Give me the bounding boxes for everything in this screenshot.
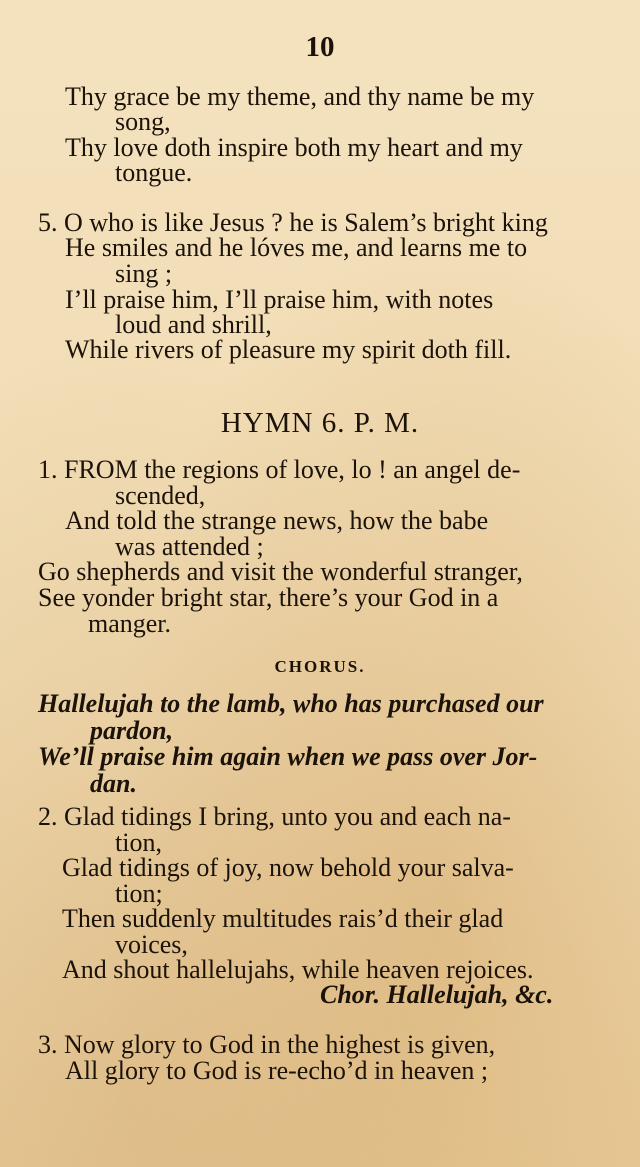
verse-line: Go shepherds and visit the wonderful stranger, (38, 557, 523, 586)
verse-line: Then suddenly multitudes rais’d their glad (62, 904, 504, 933)
chorus-line: We’ll praise him again when we pass over Jor- (38, 742, 538, 771)
verse-line: tion; (115, 879, 163, 908)
verse-line: manger. (88, 609, 172, 638)
page-number: 10 (305, 31, 335, 63)
chorus-heading: CHORUS. (274, 657, 366, 676)
verse-line: He smiles and he lóves me, and learns me to (65, 233, 528, 262)
verse-line: song, (115, 107, 171, 136)
verse-line: And shout hallelujahs, while heaven rejoices. (62, 955, 534, 984)
verse-line: voices, (115, 930, 188, 959)
verse-line: Thy love doth inspire both my heart and my (65, 133, 523, 162)
verse-line: sing ; (115, 259, 173, 288)
verse-line: All glory to God is re-echo’d in heaven ; (65, 1056, 489, 1085)
verse-line: loud and shrill, (115, 310, 272, 339)
verse-line: While rivers of pleasure my spirit doth fill. (65, 335, 512, 364)
chorus-line: Hallelujah to the lamb, who has purchased our (38, 689, 544, 718)
verse-line: See yonder bright star, there’s your God in a (38, 583, 499, 612)
verse-line: 5. O who is like Jesus ? he is Salem’s bright king (38, 208, 548, 237)
chorus-line: pardon, (90, 716, 174, 745)
verse-line: was attended ; (115, 532, 264, 561)
verse-line: I’ll praise him, I’ll praise him, with notes (65, 285, 494, 314)
verse-line: 1. FROM the regions of love, lo ! an angel de- (38, 455, 521, 484)
chorus-reference: Chor. Hallelujah, &c. (320, 980, 554, 1009)
verse-line: 3. Now glory to God in the highest is given, (38, 1030, 496, 1059)
verse-line: And told the strange news, how the babe (65, 506, 489, 535)
verse-line: Thy grace be my theme, and thy name be my (65, 82, 535, 111)
verse-line: tongue. (115, 158, 193, 187)
verse-line: 2. Glad tidings I bring, unto you and each na- (38, 802, 511, 831)
chorus-line: dan. (90, 769, 137, 798)
verse-line: tion, (115, 828, 162, 857)
verse-line: Glad tidings of joy, now behold your salva- (62, 853, 514, 882)
verse-line: scended, (115, 481, 206, 510)
hymn-title: HYMN 6. P. M. (220, 407, 420, 439)
